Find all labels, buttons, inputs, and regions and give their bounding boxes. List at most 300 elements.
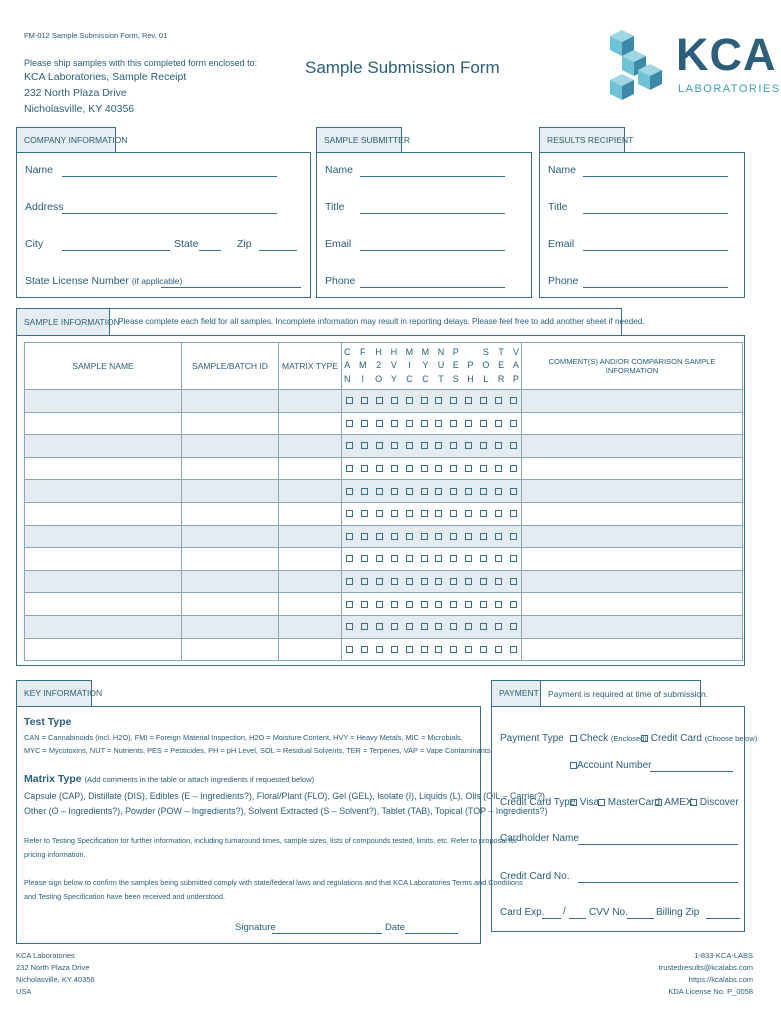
test-checkbox[interactable]	[495, 623, 502, 630]
test-checkbox[interactable]	[391, 510, 398, 517]
test-checkbox[interactable]	[480, 601, 487, 608]
test-checkbox[interactable]	[346, 465, 353, 472]
test-checkbox[interactable]	[406, 397, 413, 404]
test-checkbox[interactable]	[376, 646, 383, 653]
test-checkbox[interactable]	[361, 442, 368, 449]
test-checkbox[interactable]	[361, 623, 368, 630]
test-code-letter: T	[498, 346, 504, 357]
test-code-letter: I	[408, 360, 411, 371]
sample-name-cell[interactable]	[25, 570, 182, 593]
recipient-name-field[interactable]	[583, 176, 728, 177]
mastercard-option[interactable]: MasterCard	[598, 797, 660, 808]
sample-table	[24, 342, 743, 661]
test-checkbox[interactable]	[495, 488, 502, 495]
test-code-letter: P	[452, 346, 459, 357]
cardholder-field[interactable]	[578, 844, 738, 845]
sample-name-cell[interactable]	[25, 412, 182, 435]
test-code-letter: Y	[390, 373, 397, 384]
company-name-field[interactable]	[62, 176, 277, 177]
credit-card-option[interactable]: Credit Card (Choose below)	[641, 733, 757, 744]
test-code-header	[406, 346, 414, 387]
test-checkbox[interactable]	[346, 623, 353, 630]
test-checkbox[interactable]	[406, 510, 413, 517]
test-checkbox[interactable]	[376, 533, 383, 540]
comments-cell[interactable]	[522, 480, 743, 503]
test-checkbox[interactable]	[406, 555, 413, 562]
sample-info-tab: SAMPLE INFORMATION	[16, 308, 110, 336]
test-checkbox[interactable]	[361, 488, 368, 495]
test-code-letter: H	[467, 373, 474, 384]
test-checkbox[interactable]	[495, 578, 502, 585]
billing-zip-label: Billing Zip	[656, 907, 700, 918]
test-checkbox[interactable]	[376, 465, 383, 472]
test-checkbox[interactable]	[346, 646, 353, 653]
test-checkbox[interactable]	[391, 420, 398, 427]
test-checkbox[interactable]	[406, 578, 413, 585]
test-checkbox[interactable]	[510, 488, 517, 495]
test-checkbox[interactable]	[346, 510, 353, 517]
test-code-letter: E	[498, 360, 505, 371]
test-checkbox[interactable]	[465, 397, 472, 404]
test-checkbox[interactable]	[376, 623, 383, 630]
matrix-type-cell[interactable]	[279, 480, 342, 503]
test-checkbox[interactable]	[361, 510, 368, 517]
test-checkbox[interactable]	[510, 555, 517, 562]
batch-id-cell[interactable]	[182, 615, 279, 638]
test-checkbox[interactable]	[421, 623, 428, 630]
test-checkbox[interactable]	[421, 442, 428, 449]
comments-cell[interactable]	[522, 570, 743, 593]
footer-left-3: Nicholasville, KY 40356	[16, 975, 95, 984]
submitter-name-label: Name	[325, 164, 354, 176]
col-matrix-type: MATRIX TYPE	[279, 343, 342, 390]
matrix-type-cell[interactable]	[279, 435, 342, 458]
tests-cell	[342, 390, 522, 413]
test-type-heading: Test Type	[24, 716, 72, 728]
test-checkbox[interactable]	[346, 397, 353, 404]
test-checkbox[interactable]	[376, 442, 383, 449]
sample-name-cell[interactable]	[25, 548, 182, 571]
sample-name-cell[interactable]	[25, 457, 182, 480]
test-checkbox[interactable]	[495, 601, 502, 608]
test-checkbox[interactable]	[391, 623, 398, 630]
test-checkbox[interactable]	[450, 646, 457, 653]
test-checkbox[interactable]	[465, 533, 472, 540]
test-code-header	[375, 346, 382, 387]
company-tab: COMPANY INFORMATION	[16, 127, 116, 153]
test-checkbox[interactable]	[406, 488, 413, 495]
test-checkbox[interactable]	[391, 555, 398, 562]
test-checkbox[interactable]	[510, 420, 517, 427]
test-checkbox[interactable]	[435, 601, 442, 608]
test-checkbox[interactable]	[450, 510, 457, 517]
sample-name-cell[interactable]	[25, 615, 182, 638]
batch-id-cell[interactable]	[182, 480, 279, 503]
recipient-phone-label: Phone	[548, 275, 579, 287]
test-checkbox[interactable]	[361, 465, 368, 472]
test-checkbox[interactable]	[450, 555, 457, 562]
test-code-letter: U	[437, 360, 445, 371]
comments-cell[interactable]	[522, 502, 743, 525]
test-checkbox[interactable]	[361, 420, 368, 427]
test-checkbox[interactable]	[465, 510, 472, 517]
recipient-title-field[interactable]	[583, 213, 728, 214]
submitter-name-field[interactable]	[360, 176, 505, 177]
test-checkbox[interactable]	[510, 578, 517, 585]
test-checkbox[interactable]	[376, 578, 383, 585]
batch-id-cell[interactable]	[182, 593, 279, 616]
matrix-type-cell[interactable]	[279, 593, 342, 616]
test-type-line2: MYC = Mycotoxins, NUT = Nutrients, PES = Pesticides, PH = pH Level, SOL = Residual Solvents, TER = Terpenes, VAP = Vape Contaminants	[24, 746, 491, 755]
company-address-label: Address	[25, 201, 64, 213]
sample-name-cell[interactable]	[25, 525, 182, 548]
test-checkbox[interactable]	[450, 465, 457, 472]
test-checkbox[interactable]	[450, 397, 457, 404]
test-checkbox[interactable]	[435, 488, 442, 495]
test-checkbox[interactable]	[435, 397, 442, 404]
comments-cell[interactable]	[522, 457, 743, 480]
cc-no-field[interactable]	[578, 882, 738, 883]
test-code-letter: H	[390, 346, 398, 357]
ship-name: KCA Laboratories, Sample Receipt	[24, 71, 187, 83]
batch-id-cell[interactable]	[182, 525, 279, 548]
comments-cell[interactable]	[522, 390, 743, 413]
test-checkbox[interactable]	[346, 420, 353, 427]
test-checkbox[interactable]	[346, 442, 353, 449]
card-exp-label: Card Exp.	[500, 907, 545, 918]
sample-name-cell[interactable]	[25, 435, 182, 458]
test-checkbox[interactable]	[450, 601, 457, 608]
test-checkbox[interactable]	[435, 465, 442, 472]
test-checkbox[interactable]	[465, 442, 472, 449]
test-checkbox[interactable]	[421, 420, 428, 427]
comments-cell[interactable]	[522, 525, 743, 548]
test-checkbox[interactable]	[406, 623, 413, 630]
visa-option[interactable]: Visa	[570, 797, 599, 808]
test-checkbox[interactable]	[406, 601, 413, 608]
test-checkbox[interactable]	[450, 533, 457, 540]
tests-cell	[342, 615, 522, 638]
test-checkbox[interactable]	[465, 465, 472, 472]
account-number-option[interactable]: Account Number	[570, 760, 651, 771]
test-checkbox[interactable]	[480, 578, 487, 585]
batch-id-cell[interactable]	[182, 570, 279, 593]
test-checkbox[interactable]	[421, 488, 428, 495]
check-option[interactable]: Check (Enclosed)	[570, 733, 647, 744]
visa-checkbox[interactable]	[570, 799, 577, 806]
cvv-label: CVV No.	[589, 907, 628, 918]
test-code-letter: M	[359, 360, 367, 371]
test-checkbox[interactable]	[450, 420, 457, 427]
company-address-field[interactable]	[62, 213, 277, 214]
test-checkbox[interactable]	[391, 397, 398, 404]
test-code-header	[513, 346, 519, 387]
test-checkbox[interactable]	[480, 510, 487, 517]
batch-id-cell[interactable]	[182, 548, 279, 571]
test-checkbox[interactable]	[480, 442, 487, 449]
test-checkbox[interactable]	[450, 442, 457, 449]
account-number-field[interactable]	[650, 771, 733, 772]
matrix-line1: Capsule (CAP), Distillate (DIS), Edibles (E – Ingredients?), Floral/Plant (FLO), Gel (GEL), Isolate (I), Liquids (L), Oils (OIL – Carrier?),	[24, 791, 548, 801]
test-checkbox[interactable]	[450, 578, 457, 585]
test-checkbox[interactable]	[495, 646, 502, 653]
test-checkbox[interactable]	[465, 488, 472, 495]
sample-name-cell[interactable]	[25, 502, 182, 525]
test-checkbox[interactable]	[421, 555, 428, 562]
test-checkbox[interactable]	[435, 623, 442, 630]
footer-right-1: 1-833-KCA-LABS	[694, 951, 753, 960]
test-code-letter: H	[375, 346, 382, 357]
test-checkbox[interactable]	[406, 420, 413, 427]
test-checkbox[interactable]	[495, 533, 502, 540]
test-checkbox[interactable]	[435, 420, 442, 427]
test-checkbox[interactable]	[495, 465, 502, 472]
test-checkbox[interactable]	[495, 510, 502, 517]
discover-option[interactable]: Discover	[690, 797, 739, 808]
mastercard-checkbox[interactable]	[598, 799, 605, 806]
sample-name-cell[interactable]	[25, 480, 182, 503]
submitter-phone-field[interactable]	[360, 287, 505, 288]
test-code-header	[482, 346, 489, 387]
test-checkbox[interactable]	[465, 578, 472, 585]
logo-cubes-icon	[608, 28, 668, 104]
test-checkbox[interactable]	[376, 420, 383, 427]
test-checkbox[interactable]	[361, 601, 368, 608]
amex-checkbox[interactable]	[655, 799, 662, 806]
test-checkbox[interactable]	[421, 601, 428, 608]
batch-id-cell[interactable]	[182, 412, 279, 435]
col-sample-name: SAMPLE NAME	[25, 343, 182, 390]
footer-right-4: KDA License No. P_0058	[668, 987, 753, 996]
test-checkbox[interactable]	[376, 488, 383, 495]
test-checkbox[interactable]	[450, 488, 457, 495]
test-checkbox[interactable]	[435, 533, 442, 540]
test-checkbox[interactable]	[465, 646, 472, 653]
sign-line1: Please sign below to confirm the samples being submitted comply with state/federal laws and regulations and that KCA Laboratories Terms and Conditions	[24, 878, 523, 887]
tests-cell	[342, 570, 522, 593]
test-checkbox[interactable]	[480, 420, 487, 427]
col-tests	[342, 343, 522, 390]
comments-cell[interactable]	[522, 435, 743, 458]
sample-instructions: Please complete each field for all samples. Incomplete information may result in reporting delays. Please feel free to add another sheet if needed.	[118, 317, 645, 326]
test-checkbox[interactable]	[361, 646, 368, 653]
sample-name-cell[interactable]	[25, 390, 182, 413]
batch-id-cell[interactable]	[182, 457, 279, 480]
cvv-field[interactable]	[627, 918, 654, 919]
submitter-title-label: Title	[325, 201, 345, 213]
matrix-heading: Matrix Type (Add comments in the table or attach ingredients if requested below)	[24, 773, 315, 785]
test-checkbox[interactable]	[510, 510, 517, 517]
test-checkbox[interactable]	[346, 578, 353, 585]
test-code-header	[359, 346, 367, 387]
test-checkbox[interactable]	[435, 578, 442, 585]
date-field[interactable]	[405, 933, 458, 934]
test-checkbox[interactable]	[510, 533, 517, 540]
test-checkbox[interactable]	[376, 397, 383, 404]
test-checkbox[interactable]	[361, 555, 368, 562]
test-checkbox[interactable]	[361, 397, 368, 404]
credit-card-checkbox[interactable]	[641, 735, 648, 742]
test-checkbox[interactable]	[435, 442, 442, 449]
submitter-phone-label: Phone	[325, 275, 356, 287]
test-checkbox[interactable]	[406, 646, 413, 653]
test-type-line1: CAN = Cannabinoids (incl. H2O), FMI = Foreign Material Inspection, H2O = Moisture Content, HVY = Heavy Metals, MIC = Microbials,	[24, 733, 463, 742]
test-checkbox[interactable]	[406, 465, 413, 472]
recipient-phone-field[interactable]	[583, 287, 728, 288]
test-checkbox[interactable]	[435, 646, 442, 653]
spec-line2: pricing information.	[24, 850, 86, 859]
ship-note: Please ship samples with this completed form enclosed to:	[24, 58, 258, 68]
batch-id-cell[interactable]	[182, 638, 279, 661]
matrix-type-cell[interactable]	[279, 615, 342, 638]
company-license-label: State License Number (if applicable)	[25, 275, 183, 287]
test-checkbox[interactable]	[346, 601, 353, 608]
recipient-email-label: Email	[548, 238, 575, 250]
account-number-checkbox[interactable]	[570, 762, 577, 769]
test-checkbox[interactable]	[346, 488, 353, 495]
test-checkbox[interactable]	[406, 533, 413, 540]
comments-cell[interactable]	[522, 412, 743, 435]
sample-name-cell[interactable]	[25, 638, 182, 661]
key-info-tab: KEY INFORMATION	[16, 680, 92, 707]
batch-id-cell[interactable]	[182, 502, 279, 525]
signature-field[interactable]	[272, 933, 382, 934]
table-row	[25, 548, 743, 571]
matrix-type-cell[interactable]	[279, 548, 342, 571]
table-row	[25, 390, 743, 413]
billing-zip-field[interactable]	[706, 918, 740, 919]
test-checkbox[interactable]	[450, 623, 457, 630]
test-code-letter: A	[512, 360, 519, 371]
recipient-email-field[interactable]	[583, 250, 728, 251]
col-comments: COMMENT(S) AND/OR COMPARISON SAMPLE INFORMATION	[522, 343, 743, 390]
test-checkbox[interactable]	[465, 623, 472, 630]
test-checkbox[interactable]	[391, 465, 398, 472]
recipient-title-label: Title	[548, 201, 568, 213]
test-checkbox[interactable]	[346, 555, 353, 562]
test-checkbox[interactable]	[361, 533, 368, 540]
submitter-email-field[interactable]	[360, 250, 505, 251]
test-checkbox[interactable]	[421, 646, 428, 653]
card-exp-year-field[interactable]	[569, 918, 586, 919]
submitter-title-field[interactable]	[360, 213, 505, 214]
sample-name-cell[interactable]	[25, 593, 182, 616]
comments-cell[interactable]	[522, 638, 743, 661]
test-checkbox[interactable]	[435, 510, 442, 517]
test-checkbox[interactable]	[421, 465, 428, 472]
batch-id-cell[interactable]	[182, 435, 279, 458]
test-checkbox[interactable]	[510, 646, 517, 653]
test-checkbox[interactable]	[480, 623, 487, 630]
amex-option[interactable]: AMEX	[655, 797, 693, 808]
test-checkbox[interactable]	[435, 555, 442, 562]
test-checkbox[interactable]	[480, 488, 487, 495]
test-checkbox[interactable]	[465, 555, 472, 562]
comments-cell[interactable]	[522, 548, 743, 571]
test-checkbox[interactable]	[421, 510, 428, 517]
test-checkbox[interactable]	[510, 442, 517, 449]
test-checkbox[interactable]	[391, 646, 398, 653]
test-code-header	[498, 346, 505, 387]
test-checkbox[interactable]	[421, 533, 428, 540]
table-row	[25, 435, 743, 458]
company-license-field[interactable]	[161, 287, 301, 288]
test-code-letter: R	[497, 373, 505, 384]
test-checkbox[interactable]	[510, 601, 517, 608]
test-code-letter: 2	[376, 360, 382, 371]
test-code-letter: C	[344, 346, 351, 357]
signature-label: Signature	[235, 922, 276, 933]
test-checkbox[interactable]	[391, 601, 398, 608]
check-checkbox[interactable]	[570, 735, 577, 742]
test-checkbox[interactable]	[391, 578, 398, 585]
company-city-label: City	[25, 238, 44, 250]
discover-checkbox[interactable]	[690, 799, 697, 806]
test-checkbox[interactable]	[346, 533, 353, 540]
tests-cell	[342, 412, 522, 435]
test-checkbox[interactable]	[361, 578, 368, 585]
test-checkbox[interactable]	[510, 397, 517, 404]
company-city-field[interactable]	[62, 250, 170, 251]
test-checkbox[interactable]	[465, 420, 472, 427]
test-checkbox[interactable]	[510, 623, 517, 630]
batch-id-cell[interactable]	[182, 390, 279, 413]
footer-left-1: KCA Laboratories	[16, 951, 75, 960]
test-checkbox[interactable]	[465, 601, 472, 608]
tests-cell	[342, 457, 522, 480]
test-checkbox[interactable]	[510, 465, 517, 472]
matrix-type-cell[interactable]	[279, 638, 342, 661]
test-checkbox[interactable]	[480, 397, 487, 404]
spec-line1: Refer to Testing Specification for further information, including turnaround times, sample sizes, lists of compounds tested, limits, etc. Refer to proposal for	[24, 836, 518, 845]
matrix-type-cell[interactable]	[279, 570, 342, 593]
comments-cell[interactable]	[522, 593, 743, 616]
test-checkbox[interactable]	[495, 442, 502, 449]
matrix-type-cell[interactable]	[279, 502, 342, 525]
test-code-letter: M	[405, 346, 414, 357]
test-checkbox[interactable]	[391, 442, 398, 449]
test-code-letter: A	[344, 360, 351, 371]
test-checkbox[interactable]	[495, 555, 502, 562]
test-checkbox[interactable]	[421, 578, 428, 585]
test-code-letter: I	[361, 373, 365, 384]
test-checkbox[interactable]	[480, 555, 487, 562]
test-code-letter: E	[452, 360, 459, 371]
test-checkbox[interactable]	[376, 510, 383, 517]
col-batch-id: SAMPLE/BATCH ID	[182, 343, 279, 390]
test-checkbox[interactable]	[480, 646, 487, 653]
test-checkbox[interactable]	[406, 442, 413, 449]
test-checkbox[interactable]	[480, 533, 487, 540]
matrix-type-cell[interactable]	[279, 412, 342, 435]
test-checkbox[interactable]	[376, 555, 383, 562]
test-checkbox[interactable]	[480, 465, 487, 472]
test-checkbox[interactable]	[495, 397, 502, 404]
matrix-type-cell[interactable]	[279, 457, 342, 480]
test-checkbox[interactable]	[391, 533, 398, 540]
matrix-type-cell[interactable]	[279, 525, 342, 548]
test-checkbox[interactable]	[421, 397, 428, 404]
company-zip-field[interactable]	[259, 250, 297, 251]
card-exp-month-field[interactable]	[542, 918, 561, 919]
company-state-field[interactable]	[199, 250, 221, 251]
comments-cell[interactable]	[522, 615, 743, 638]
test-checkbox[interactable]	[376, 601, 383, 608]
test-checkbox[interactable]	[495, 420, 502, 427]
test-checkbox[interactable]	[391, 488, 398, 495]
matrix-type-cell[interactable]	[279, 390, 342, 413]
submitter-email-label: Email	[325, 238, 352, 250]
